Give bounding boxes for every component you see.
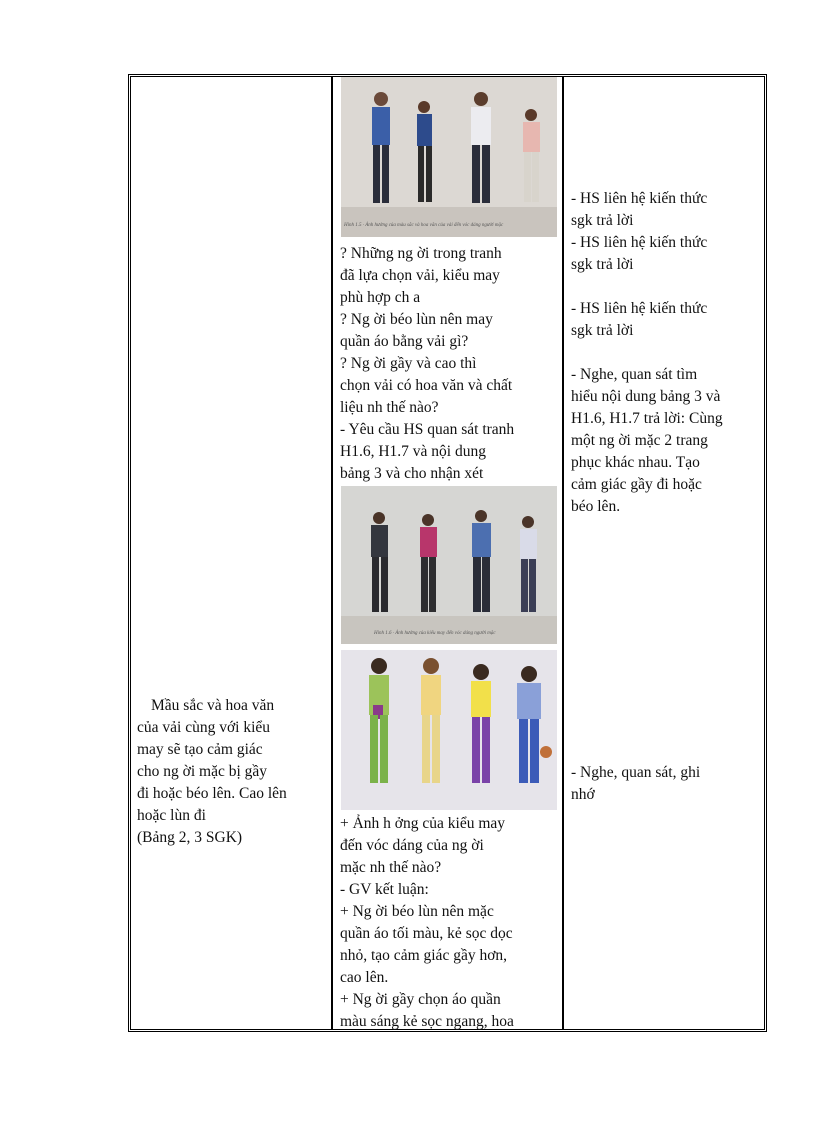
- text-line: [571, 276, 761, 298]
- text-line: béo lên.: [571, 498, 621, 515]
- text-line: sgk trả lời: [571, 256, 634, 273]
- text-line: nhớ: [571, 786, 595, 803]
- text-line: may sẽ tạo cảm giác: [137, 741, 263, 758]
- student-note: [571, 762, 761, 806]
- text-line: H1.6, H1.7 và nội dung: [340, 443, 486, 460]
- column-divider: [331, 77, 333, 1029]
- text-line: mặc nh thế nào?: [340, 859, 442, 876]
- text-line: - HS liên hệ kiến thức: [571, 300, 708, 317]
- student-responses: [571, 188, 761, 518]
- text-line: sgk trả lời: [571, 322, 634, 339]
- text-line: - GV kết luận:: [340, 881, 429, 898]
- text-line: một ng ời mặc 2 trang: [571, 432, 708, 449]
- lesson-table: [128, 74, 767, 1032]
- text-line: + Ảnh h ởng của kiểu may: [340, 815, 506, 832]
- photo-caption: Hình 1.5 · Ảnh hưởng của màu sắc và hoa văn của vải đến vóc dáng người mặc: [344, 223, 504, 228]
- text-line: hoặc lùn đi: [137, 807, 206, 824]
- photo-caption: Hình 1.6 · Ảnh hưởng của kiểu may đến vóc dáng người mặc: [374, 631, 496, 636]
- text-line: cảm giác gầy đi hoặc: [571, 476, 702, 493]
- text-line: [571, 342, 761, 364]
- text-line: bảng 3 và cho nhận xét: [340, 465, 484, 482]
- text-line: cao lên.: [340, 969, 389, 986]
- text-line: nhỏ, tạo cảm giác gầy hơn,: [340, 947, 508, 964]
- text-line: - Nghe, quan sát tìm: [571, 366, 698, 383]
- text-line: - HS liên hệ kiến thức: [571, 190, 708, 207]
- teacher-conclusion: [334, 813, 562, 1033]
- text-line: đến vóc dáng của ng ời: [340, 837, 484, 854]
- text-line: (Bảng 2, 3 SGK): [137, 829, 243, 846]
- text-line: quần áo tối màu, kẻ sọc dọc: [340, 925, 513, 942]
- photo-figure-1-6: [341, 486, 557, 644]
- column-divider: [562, 77, 564, 1029]
- text-line: ? Ng ời gầy và cao thì: [340, 355, 477, 372]
- text-line: ? Ng ời béo lùn nên may: [340, 311, 493, 328]
- photo-figure-1-7: [341, 650, 557, 810]
- text-line: đã lựa chọn vải, kiểu may: [340, 267, 500, 284]
- text-line: cho ng ời mặc bị gầy: [137, 763, 268, 780]
- content-column: [131, 77, 331, 1029]
- text-line: liệu nh thế nào?: [340, 399, 439, 416]
- text-line: hiểu nội dung bảng 3 và: [571, 388, 721, 405]
- student-activity-column: [565, 77, 767, 1029]
- text-line: - Nghe, quan sát, ghi: [571, 764, 701, 781]
- text-line: của vải cùng với kiểu: [137, 719, 271, 736]
- text-line: ? Những ng ời trong tranh: [340, 245, 502, 262]
- text-line: phù hợp ch a: [340, 289, 421, 306]
- text-line: + Ng ời gầy chọn áo quần: [340, 991, 501, 1008]
- text-line: + Ng ời béo lùn nên mặc: [340, 903, 494, 920]
- teacher-questions: [334, 243, 562, 485]
- content-text: [137, 695, 325, 849]
- text-line: sgk trả lời: [571, 212, 634, 229]
- text-line: - HS liên hệ kiến thức: [571, 234, 708, 251]
- text-line: phục khác nhau. Tạo: [571, 454, 700, 471]
- text-line: - Yêu cầu HS quan sát tranh: [340, 421, 515, 438]
- text-line: quần áo bằng vải gì?: [340, 333, 469, 350]
- text-line: màu sáng kẻ sọc ngang, hoa: [340, 1013, 514, 1030]
- teacher-activity-column: [334, 77, 562, 1029]
- text-line: chọn vải có hoa văn và chất: [340, 377, 513, 394]
- photo-figure-1-5: [341, 77, 557, 237]
- text-line: H1.6, H1.7 trả lời: Cùng: [571, 410, 723, 427]
- text-line: Mầu sắc và hoa văn: [151, 697, 275, 714]
- text-line: đi hoặc béo lên. Cao lên: [137, 785, 287, 802]
